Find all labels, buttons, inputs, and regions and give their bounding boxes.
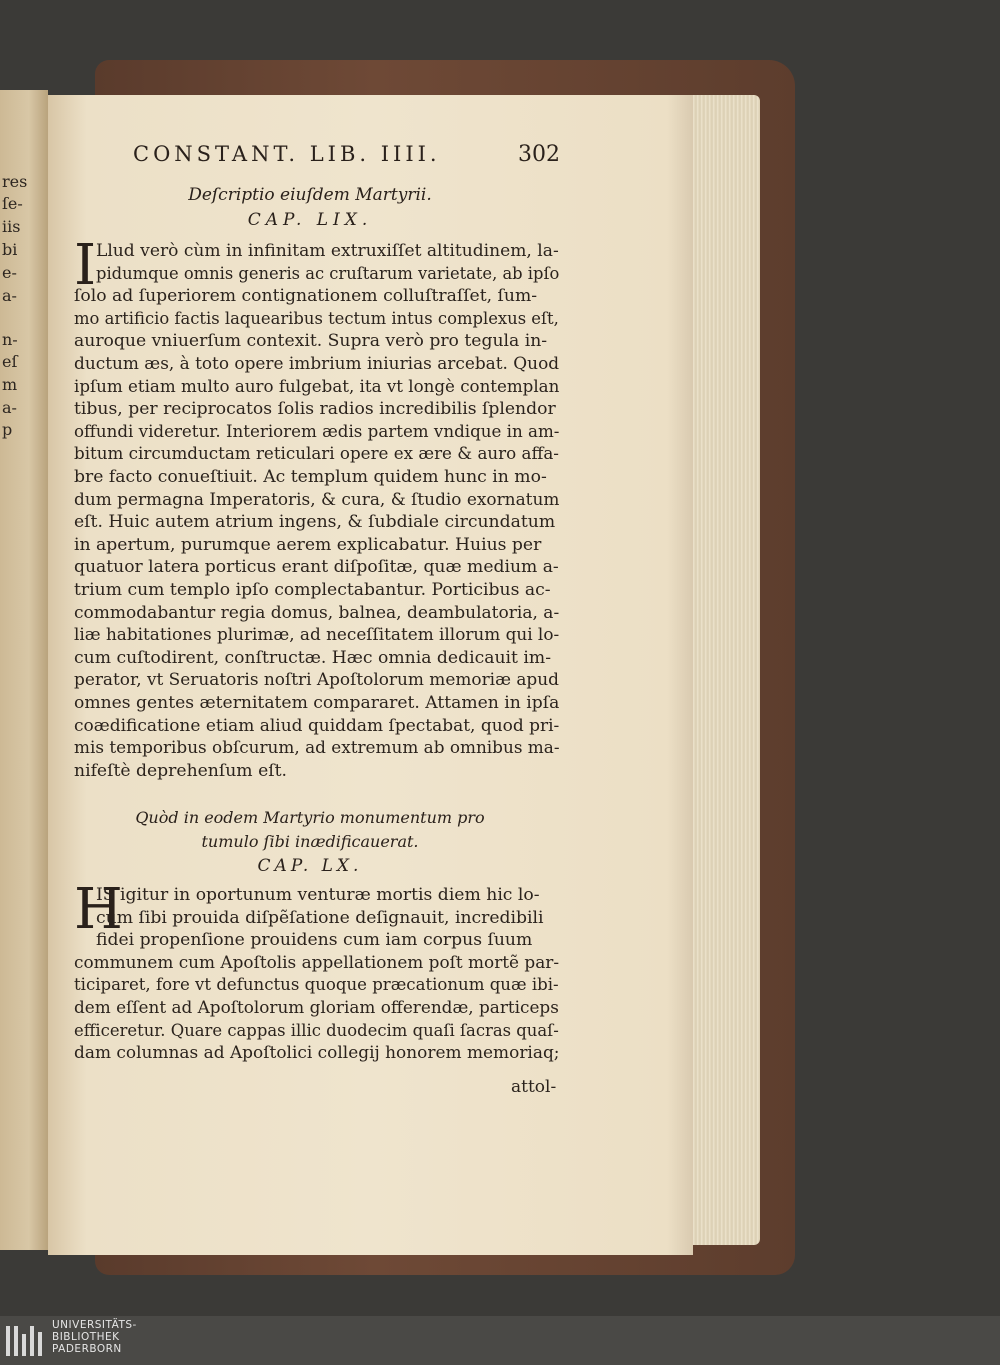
library-name-line2: BIBLIOTHEK [52,1331,120,1343]
library-logo-icon [6,1326,42,1356]
chapter-number: CAP. LIX. [247,210,373,230]
text-line: perator, vt Seruatoris noſtri Apoſtolorum memoriæ apud [74,670,559,691]
text-line: ticiparet, fore vt defunctus quoque præcationum quæ ibi- [74,975,559,996]
text-line: trium cum templo ipſo complectabantur. Porticibus ac- [74,580,551,600]
footer-bar [0,1316,1000,1365]
text-line: Llud verò cùm in infinitam extruxiſſet altitudinem, la- [96,241,559,261]
text-line: dem eſſent ad Apoſtolorum gloriam offerendæ, particeps [74,998,559,1018]
text-line: mo artificio factis laquearibus tectum intus complexus eſt, [74,308,559,329]
text-line: dam columnas ad Apoſtolici collegij honorem memoriaq; [74,1043,560,1064]
text-line: auroque vniuerſum contexit. Supra verò pro tegula in- [74,331,548,352]
running-head-title: CONSTANT. LIB. IIII. [133,142,441,166]
left-fragment: n- [2,330,18,349]
text-line: bitum circumductam reticulari opere ex ære & auro affa- [74,444,559,465]
left-fragment: p [2,420,13,439]
text-line: IS igitur in oportunum venturæ mortis diem hic lo- [96,885,540,905]
left-page-edge [0,90,48,1250]
left-fragment: ſe- [2,194,23,213]
text-line: ductum æs, à toto opere imbrium iniurias arcebat. Quod [74,354,560,374]
left-fragment: iis [2,217,21,236]
text-line: quatuor latera porticus erant diſpoſitæ, quæ medium a- [74,557,559,578]
left-fragment: res [2,172,28,191]
chapter-heading: Deſcriptio eiuſdem Martyrii. [188,185,432,205]
text-line: eſt. Huic autem atrium ingens, & ſubdiale circundatum [74,512,556,533]
text-line: cum ſibi prouida diſpẽſatione deſignauit, incredibili [96,907,544,928]
text-line: tibus, per reciprocatos ſolis radios incredibilis ſplendor [74,399,556,420]
library-name-line3: PADERBORN [52,1343,122,1355]
text-line: efficeretur. Quare cappas illic duodecim quaſi ſacras quaſ- [74,1020,559,1041]
left-fragment: eſ [2,352,18,371]
text-line: ipſum etiam multo auro fulgebat, ita vt longè contemplan [74,376,560,397]
chapter-heading: Quòd in eodem Martyrio monumentum pro [135,808,485,827]
text-line: liæ habitationes plurimæ, ad neceſſitatem illorum qui lo- [74,625,560,646]
catchword: attol- [511,1077,557,1097]
text-line: in apertum, purumque aerem explicabatur. Huius per [74,534,542,555]
left-fragment: e- [2,263,17,282]
drop-cap: I [74,233,97,298]
left-fragment: a- [2,398,17,417]
text-line: communem cum Apoſtolis appellationem poſt mortẽ par- [74,952,560,973]
text-line: cum cuſtodirent, conſtructæ. Hæc omnia dedicauit im- [74,647,552,668]
page-block-edges [690,95,760,1245]
page-number: 302 [518,142,560,167]
left-fragment: a- [2,286,17,305]
library-name-line1: UNIVERSITÄTS- [52,1319,137,1331]
chapter-heading-cont: tumulo ſibi inædificauerat. [201,832,419,851]
left-fragment: bi [2,240,18,259]
text-line: ſolo ad ſuperiorem contignationem colluſtraſſet, ſum- [74,286,538,307]
drop-cap: H [74,877,123,942]
text-line: commodabantur regia domus, balnea, deambulatoria, a- [74,602,560,623]
text-line: dum permagna Imperatoris, & cura, & ſtudio exornatum [74,489,560,510]
text-line: nifeſtè deprehenſum eſt. [74,760,287,781]
text-line: offundi videretur. Interiorem ædis partem vndique in am- [74,421,560,442]
text-line: omnes gentes æternitatem compararet. Attamen in ipſa [74,693,560,713]
text-line: fidei propenſione prouidens cum iam corpus ſuum [96,930,533,951]
text-line: bre facto conueſtiuit. Ac templum quidem hunc in mo- [74,467,547,487]
text-line: pidumque omnis generis ac cruſtarum varietate, ab ipſo [96,263,560,284]
chapter-number: CAP. LX. [257,856,363,876]
text-line: mis temporibus obſcurum, ad extremum ab omnibus ma- [74,738,560,759]
left-fragment: m [2,375,18,394]
text-line: coædificatione etiam aliud quiddam ſpectabat, quod pri- [74,715,560,736]
